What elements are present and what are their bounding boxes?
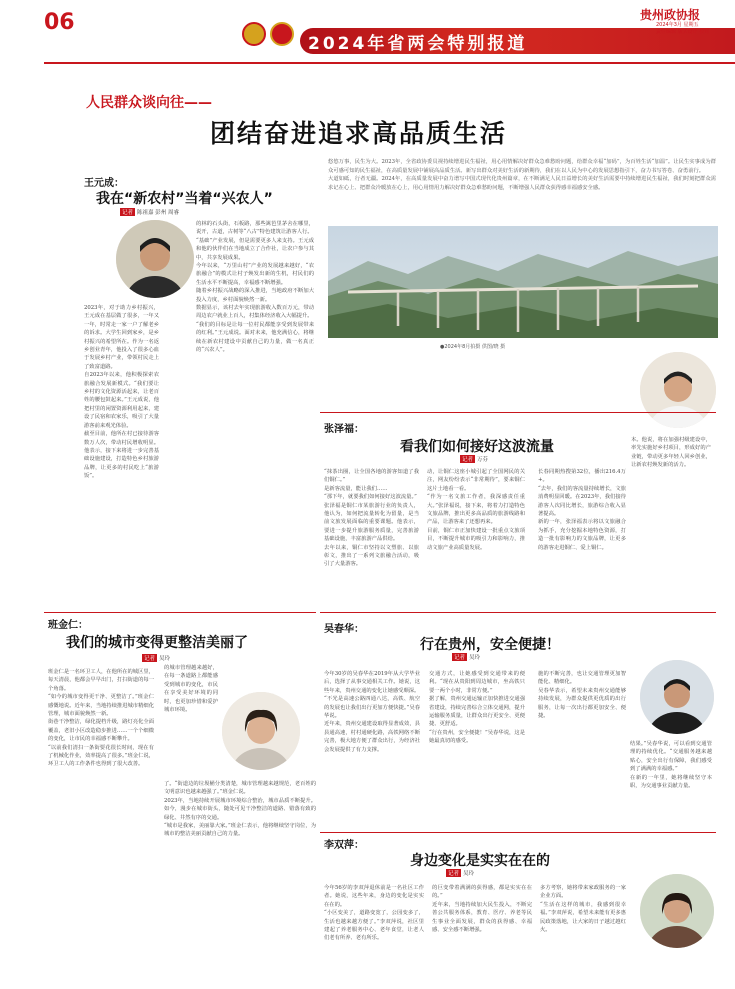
article2-portrait: [640, 352, 716, 428]
article3-byline: [142, 654, 170, 662]
article2-speaker: 张泽福：: [324, 424, 364, 435]
article1-col2: 的林的石头街，石板路，那些篱笆里茅舍在哪里，说开，古道，古树等“八古”特色建筑让游客人行。 “基础”产业发展，但是需要更多人来支持。王元成和他的伙伴们在当地成立了合作社，让农户参与其中，共享发展成果。 今年以来，“万里山村”产业的发展越来越好，“农旅融合”的模式让村子焕发出新的生机，村民们的生活水平不断提高，幸福感不断增强。 随着乡村振兴战略的深入推进，当地政府不断加大投入力度，乡村面貌焕然一新。 数据显示，该村去年实现旅游收入数百万元，带动周边农户就业上百人，村集体经济收入大幅提升。 “我们的目标是让每一位村民都能享受到发展带来的红利。”王元成说。面对未来，他充满信心，将继续在新农村建设中贡献自己的力量，做一名真正的“兴农人”。: [196, 221, 314, 354]
article4-title: 行在贵州，安全便捷！: [420, 637, 560, 653]
article4-col2: 交通方式，让她感受到交通带来的便利。“现在从贵阳到周边城市，坐高铁只要一两个小时，非常方便。” 据了解，贵州交通运输正加快推进交通强省建设，持续完善综合立体交通网，提升运输服务质量，让群众出行更安全、更便捷、更舒适。 “行在贵州，安全便捷！”吴春华说，这是她最真切的感受。: [429, 671, 525, 745]
article4-portrait: [640, 660, 714, 734]
banner-title: 2024年省两会特别报道: [308, 34, 528, 54]
byline-tag: 记者: [122, 210, 134, 216]
byline-names: 吴玲: [463, 871, 475, 877]
person-portrait-icon: [116, 220, 194, 298]
article3-col1: 班金仁是一名环卫工人，在他所在的城区里，每天清晨，他都会早早出门，打扫街道的每一个角落。 “如今的城市变得更干净、更整洁了。”班金仁感慨地说。近年来，当地持续推进城市精细化管理，城市面貌焕然一新。 街巷干净整洁，绿化提档升级，路灯亮化全面覆盖，老旧小区改造稳步推进……一个个细微的变化，让市民的幸福感不断攀升。 “以前我们清扫一条街要花很长时间，现在有了机械化作业，效率提高了很多。”班金仁说，环卫工人的工作条件也得到了很大改善。: [48, 669, 154, 768]
byline-tag: 记者: [454, 655, 466, 661]
header-meta-editors: 责任编辑 版式设计 校对: [656, 29, 710, 35]
main-headline: 团结奋进追求高品质生活: [210, 119, 508, 148]
national-emblem-icon: [242, 22, 266, 46]
article1-speaker: 王元成：: [84, 178, 124, 189]
header-rule: [44, 62, 735, 64]
article2-col2: 动，让铜仁这座小城引起了全国网民的关注，网友纷纷表示“非常期待”，要来铜仁这片土地看一看。 “作为一名文旅工作者，我深感责任重大。”张泽福说，接下来，将着力打造特色文旅品牌，推出更多高品质的旅游线路和产品，让游客来了还想再来。 目前，铜仁市正加快建设一批重点文旅项目，不断提升城市的吸引力和影响力，推动文旅产业高质量发展。: [427, 469, 525, 551]
article5-portrait: [640, 874, 714, 948]
byline-names: 陈祖嘉 彭州 周睿: [137, 210, 180, 216]
article4-byline: [452, 653, 480, 661]
byline-tag: 记者: [462, 457, 474, 463]
article1-portrait: [116, 220, 194, 298]
article3-col2: 了。“街道边的垃圾桶分类清楚，城市管理越来越规范，老百姓的文明意识也越来越强了。”班金仁说。 2023年，当地持续开展城市环境综合整治，城市品质不断提升。如今，漫步在城市街头，随处可见干净整洁的道路、错落有致的绿化、井然有序的交通。 “城市是我家，美丽靠大家。”班金仁表示，他将继续坚守岗位，为城市的整洁美丽贡献自己的力量。: [164, 781, 316, 838]
article4-col3: 施的不断完善，也让交通管理更加智能化、精细化。 吴春华表示，希望未来贵州交通能够持续发展，为群众提供更优质的出行服务，让每一次出行都更加安全、便捷。: [538, 671, 626, 720]
article4-col1: 今年30岁的吴春华在2019年从大学毕业后，选择了从事交通相关工作。她说，这些年来，贵州交通的变化让她感受颇深。 “不光是高速公路四通八达，高铁、航空的发展也让我们出行更加方便快捷。”吴春华说。 近年来，贵州交通建设取得显著成效，县县通高速，村村通硬化路，高铁网络不断完善，极大地方便了群众出行，为经济社会发展提供了有力支撑。: [324, 671, 420, 753]
byline-tag: 记者: [448, 871, 460, 877]
byline-tag: 记者: [144, 656, 156, 662]
person-portrait-icon: [640, 352, 716, 428]
article5-byline: [446, 869, 474, 877]
bridge-photo: [328, 226, 718, 338]
article1-title: 我在“新农村”当着“兴农人”: [96, 191, 273, 207]
bridge-illustration: [328, 226, 718, 338]
divider: [320, 832, 716, 833]
article2-col3: 长春同期热搜第32位，播出216.4万+。 “去年，我们的客流量持续增长，文旅消费明显回暖。在2023年，我们接待游客人次同比增长，旅游综合收入显著提高。 新的一年，张泽福表示将以文旅融合为抓手，充分挖掘本地特色资源，打造一批有影响力的文旅品牌，让更多的游客走进铜仁、爱上铜仁。: [538, 469, 626, 551]
article1-col3: 本。他说，将在加强村级建设中，率先实施好乡村项目，形成好的产业链，带动更多年轻人回乡创业，让新农村焕发新的活力。: [631, 437, 711, 469]
byline-names: 万芬: [477, 457, 489, 463]
article3-speaker: 班金仁：: [48, 620, 88, 631]
article1-col1: 2023年，对于助力乡村振兴，王元成在基层做了很多，一年又一年，时常走一家一户了解老乡的诉求。大学生回到家乡，是乡村振兴的希望所在。作为一名返乡创业青年，他投入了很多心血于发展乡村产业，带领村民走上了致富道路。 自2023年以来，他积极探索农旅融合发展新模式。“我们要让乡村的文化资源活起来，让老百姓的腰包鼓起来。”王元成说，他把村里的闲置资源利用起来，建设了民宿和农家乐，吸引了大量游客前来观光体验。 截至目前，他所在村已接待游客数万人次，带动村民增收明显。他表示，接下来将进一步完善基础设施建设，打造特色乡村旅游品牌，让更多的村民吃上“旅游饭”。: [84, 305, 159, 480]
article5-title: 身边变化是实实在在的: [410, 853, 550, 869]
byline-names: 吴玲: [469, 655, 481, 661]
article5-speaker: 李双萍：: [324, 840, 364, 851]
person-portrait-icon: [640, 874, 714, 948]
article4-speaker: 吴春华：: [324, 624, 364, 635]
article3-col3: 的城市管理越来越好，在每一条道路上都能感受到城市的变化，市民在享受美好环境的同时，也更加珍惜和爱护城市环境。: [164, 665, 218, 714]
person-portrait-icon: [222, 692, 300, 770]
article3-title: 我们的城市变得更整洁美丽了: [66, 635, 248, 651]
person-portrait-icon: [640, 660, 714, 734]
article2-byline: [460, 455, 488, 463]
paper-name: 贵州政协报: [640, 8, 701, 22]
page-header: [0, 0, 735, 68]
intro-paragraph: 悠悠万事，民生为大。2023年，全省政协委员视持续增进民生福祉，用心用情解决好群众急难愁盼问题，给群众幸福“加码”，为百姓生活“加温”。让民生实事成为群众可感可知的民生福祉，在高质量发展中铺展高品质生活。新写出群众对美好生活的新期待，我们在以人民为中心的发展思想指引下，奋力书写答卷、奋勇前行。 大道如砥，行者无疆。2024年，在高质量发展中奋力谱写中国式现代化贵州篇章，在不断满足人民日益增长的美好生活需要中持续增进民生福祉，我们时刻把群众需求记在心上、把群众冷暖放在心上，用心用情用力解决好群众急难愁盼问题，不断增强人民群众获得感幸福感安全感。: [328, 159, 716, 191]
article5-col1: 今年56岁的李双萍退休前是一名社区工作者。她说，这些年来，身边的变化是实实在在的。 “小区变美了，道路变宽了，公园变多了，生活也越来越方便了。”李双萍说，社区里建起了养老服务中心、老年食堂，让老人们老有所养、老有所乐。: [324, 885, 424, 942]
divider: [320, 612, 716, 613]
article3-portrait: [222, 692, 300, 770]
article5-col2: 的巨变带着满满的获得感，都是实实在在的。” 近年来，当地持续加大民生投入，不断完善公共服务体系，教育、医疗、养老等民生事业全面发展，群众的获得感、幸福感、安全感不断增强。: [432, 885, 532, 934]
article2-title: 看我们如何接好这波流量: [400, 439, 554, 455]
article1-byline: [120, 208, 179, 216]
cppcc-emblem-icon: [270, 22, 294, 46]
divider: [44, 612, 316, 613]
header-meta-date: 2024年3月 星期五: [656, 22, 699, 28]
section-title: 人民群众谈向往——: [86, 95, 212, 111]
article5-col3: 多方考察，她将带来家政服务的一家企业方面。 “生活在这样的城市，我感到很幸福。”李双萍说，希望未来能有更多惠民政策落地，让大家的日子越过越红火。: [540, 885, 626, 934]
article2-col1: “抹茶出圈，让全国各地的游客知道了我们铜仁。” 是新客流量，能让我们…… “那下年，就要我们如何接好这波流量。” 张泽福是铜仁市某旅游行业的负责人，他认为，如何把流量转化为留量，是当前文旅发展面临的重要课题。他表示，要进一步提升旅游服务质量，完善旅游基础设施，丰富旅游产品供给。 去年以来，铜仁市坚持以文塑旅、以旅彰文，推出了一系列文旅融合活动，吸引了大量游客。: [324, 469, 419, 568]
page-number: 06: [44, 10, 75, 35]
divider: [320, 412, 716, 413]
article4-col4: 结果。”吴春华说，可以看到交通管理的持续优化。“交通服务越来越贴心，安全出行有保障，我们感受到了满满的幸福感。” 在新的一年里，她将继续坚守本职，为交通事业贡献力量。: [630, 741, 712, 790]
byline-names: 吴玲: [159, 656, 171, 662]
photo-caption: ●2024年8月拍摄 供图/晓 摄: [440, 344, 506, 350]
